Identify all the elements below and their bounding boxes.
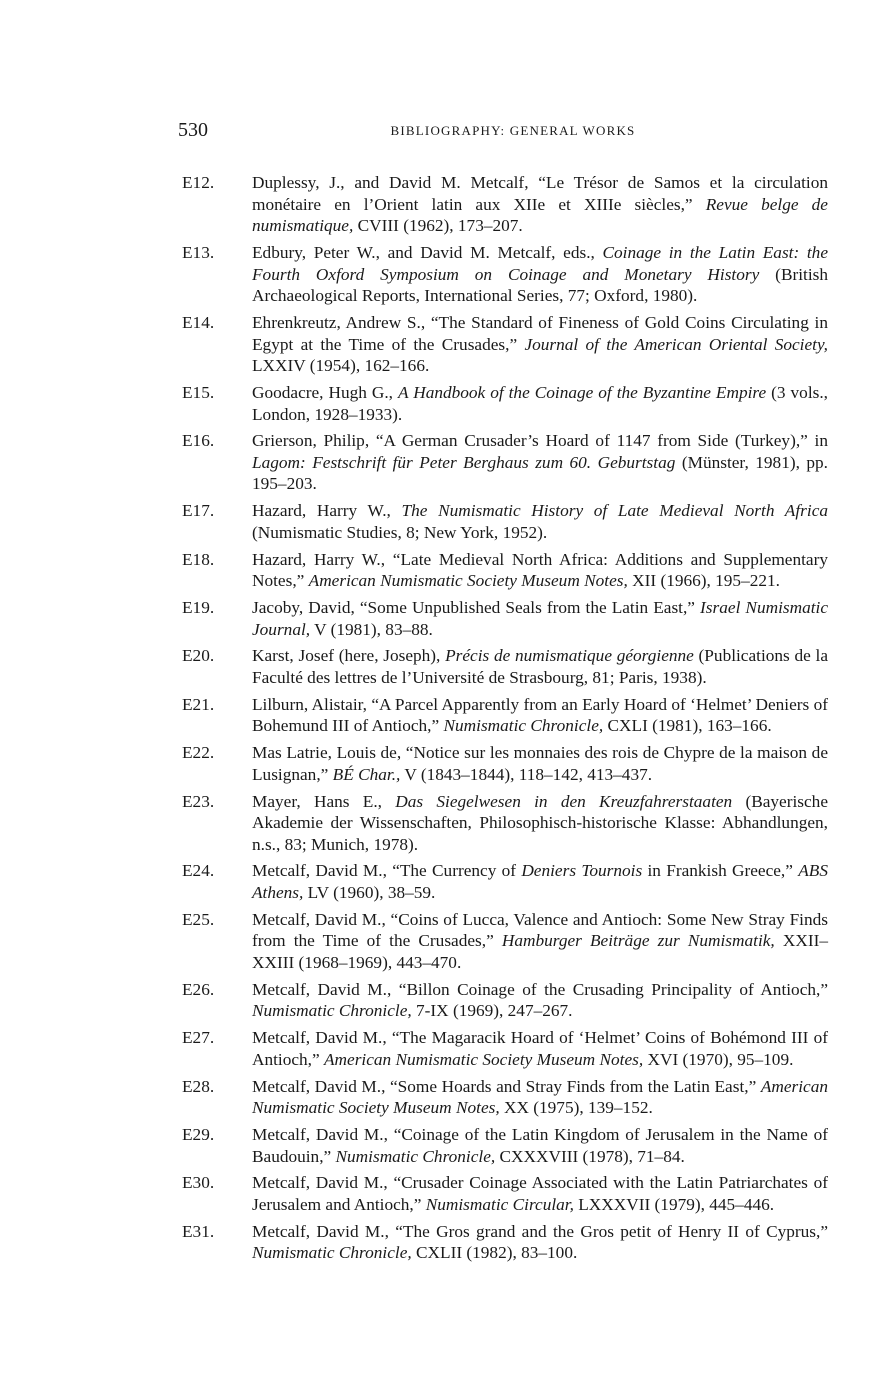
entry-text-segment: Edbury, Peter W., and David M. Metcalf, eds.,: [252, 242, 603, 262]
entry-text-segment: Metcalf, David M., “Some Hoards and Stray Finds from the Latin East,”: [252, 1076, 761, 1096]
entry-title-italic: Das Siegelwesen in den Kreuzfahrerstaaten: [395, 791, 733, 811]
entry-text: [252, 382, 828, 425]
entry-title-italic: Israel Numismatic Journal,: [252, 598, 828, 639]
entry-text-segment: Metcalf, David M., “Crusader Coinage Associated with the Latin Patriarchates of Jerusalem and Antioch,”: [252, 1173, 828, 1214]
entry-number: E27.: [182, 1028, 215, 1048]
bibliography-entry: [178, 172, 828, 237]
entry-number: E23.: [182, 791, 215, 811]
entry-text-segment: Lilburn, Alistair, “A Parcel Apparently from an Early Hoard of ‘Helmet’ Deniers of Bohemund III of Antioch,”: [252, 694, 828, 736]
entry-text-segment: Metcalf, David M., “The Gros grand and the Gros petit of Henry II of Cyprus,”: [252, 1221, 828, 1241]
bibliography-list: [178, 172, 828, 1269]
entry-text-segment: Grierson, Philip, “A German Crusader’s Hoard of 1147 from Side (Turkey),” in: [252, 431, 828, 451]
entry-text: [252, 1076, 828, 1119]
entry-text-segment: (Münster, 1981), pp. 195–203.: [252, 452, 828, 494]
bibliography-entry: [178, 860, 828, 903]
entry-number: E28.: [182, 1076, 215, 1096]
entry-number: E30.: [182, 1173, 215, 1193]
bibliography-entry: [178, 597, 828, 640]
entry-text-segment: XXII–XXIII (1968–1969), 443–470.: [252, 931, 828, 973]
entry-title-italic: A Handbook of the Coinage of the Byzantine Empire: [397, 382, 767, 402]
entry-title-italic: Numismatic Chronicle,: [252, 1001, 412, 1021]
entry-number: E13.: [182, 242, 215, 262]
entry-title-italic: Précis de numismatique géorgienne: [445, 646, 694, 666]
entry-number: E26.: [182, 979, 215, 999]
entry-text-segment: XVI (1970), 95–109.: [643, 1049, 794, 1069]
entry-number: E16.: [182, 431, 215, 451]
entry-number: E19.: [182, 598, 215, 617]
entry-text: [252, 597, 828, 640]
entry-text-segment: in Frankish Greece,”: [642, 861, 799, 881]
entry-title-italic: Deniers Tournois: [521, 861, 643, 881]
entry-title-italic: BÉ Char.,: [332, 764, 401, 784]
entry-text-segment: Mas Latrie, Louis de, “Notice sur les monnaies des rois de Chypre de la maison de Lusignan,”: [252, 743, 828, 784]
entry-title-italic: Numismatic Circular,: [425, 1194, 574, 1214]
entry-text-segment: V (1981), 83–88.: [310, 619, 433, 639]
entry-text: [252, 242, 828, 307]
bibliography-entry: [178, 979, 828, 1022]
bibliography-entry: [178, 694, 828, 737]
bibliography-entry: [178, 549, 828, 592]
entry-number: E17.: [182, 501, 215, 521]
entry-title-italic: The Numismatic History of Late Medieval North Africa: [401, 501, 828, 521]
entry-text-segment: Mayer, Hans E.,: [252, 791, 396, 811]
entry-text: [252, 645, 828, 688]
page-number: 530: [178, 119, 208, 141]
entry-number: E21.: [182, 694, 215, 714]
entry-number: E22.: [182, 743, 215, 763]
entry-title-italic: American Numismatic Society Museum Notes,: [308, 571, 628, 591]
entry-title-italic: Hamburger Beiträge zur Numismatik,: [501, 931, 775, 951]
entry-number: E12.: [182, 173, 215, 192]
entry-title-italic: Journal of the American Oriental Society,: [524, 334, 828, 354]
entry-number: E24.: [182, 861, 215, 881]
entry-text: [252, 1027, 828, 1070]
entry-text-segment: CXLII (1982), 83–100.: [411, 1243, 578, 1263]
bibliography-entry: [178, 742, 828, 785]
entry-title-italic: American Numismatic Society Museum Notes,: [324, 1049, 644, 1069]
entry-text-segment: 7-IX (1969), 247–267.: [411, 1001, 573, 1021]
entry-number: E29.: [182, 1124, 215, 1144]
entry-text-segment: Metcalf, David M., “Coinage of the Latin Kingdom of Jerusalem in the Name of Baudouin,”: [252, 1124, 828, 1166]
bibliography-entry: [178, 312, 828, 377]
entry-text-segment: CXLI (1981), 163–166.: [603, 716, 772, 736]
entry-text: [252, 1124, 828, 1167]
entry-text: [252, 909, 828, 974]
entry-text-segment: LV (1960), 38–59.: [303, 883, 436, 903]
running-head: BIBLIOGRAPHY: GENERAL WORKS: [390, 123, 636, 138]
entry-number: E25.: [182, 909, 215, 929]
entry-text-segment: (3 vols., London, 1928–1933).: [252, 382, 828, 424]
entry-text: [252, 430, 828, 495]
bibliography-entry: [178, 382, 828, 425]
entry-text: [252, 860, 828, 903]
entry-text-segment: (Bayerische Akademie der Wissenschaften, Philosophisch-historische Klasse: Abhandlungen, n.s., 83; Munich, 1978).: [252, 791, 828, 854]
entry-text: [252, 172, 828, 237]
bibliography-entry: [178, 1124, 828, 1167]
entry-text-segment: (Publications de la Faculté des lettres de l’Université de Strasbourg, 81; Paris, 1938).: [252, 646, 828, 687]
entry-text: [252, 742, 828, 785]
entry-text: [252, 549, 828, 592]
entry-text-segment: XX (1975), 139–152.: [499, 1098, 653, 1118]
entry-text-segment: Metcalf, David M., “The Currency of: [252, 861, 522, 881]
entry-text-segment: LXXIV (1954), 162–166.: [252, 356, 430, 376]
entry-text: [252, 791, 828, 856]
entry-text-segment: Duplessy, J., and David M. Metcalf, “Le Trésor de Samos et la circulation monétaire en l’Orient latin aux XIIe et XIIIe siècles,”: [252, 173, 828, 214]
entry-text-segment: (Numismatic Studies, 8; New York, 1952).: [252, 522, 548, 542]
entry-text-segment: Hazard, Harry W.,: [252, 501, 402, 521]
entry-number: E20.: [182, 646, 215, 666]
bibliography-entry: [178, 500, 828, 543]
entry-number: E14.: [182, 312, 215, 332]
entry-text-segment: Karst, Josef (here, Joseph),: [252, 646, 446, 666]
entry-text-segment: (British Archaeological Reports, International Series, 77; Oxford, 1980).: [252, 264, 828, 306]
page-header: [178, 118, 828, 142]
entry-text: [252, 694, 828, 737]
entry-title-italic: Numismatic Chronicle,: [252, 1243, 412, 1263]
entry-title-italic: American Numismatic Society Museum Notes,: [252, 1076, 828, 1118]
entry-title-italic: Coinage in the Latin East: the Fourth Oxford Symposium on Coinage and Monetary History: [252, 242, 828, 284]
entry-title-italic: ABS Athens,: [252, 861, 828, 903]
bibliography-entry: [178, 1221, 828, 1264]
entry-text: [252, 312, 828, 377]
entry-title-italic: Numismatic Chronicle,: [443, 716, 604, 736]
bibliography-entry: [178, 242, 828, 307]
bibliography-entry: [178, 909, 828, 974]
entry-title-italic: Revue belge de numismatique,: [252, 194, 828, 236]
bibliography-entry: [178, 791, 828, 856]
entry-number: E18.: [182, 549, 215, 569]
entry-text-segment: Ehrenkreutz, Andrew S., “The Standard of Fineness of Gold Coins Circulating in Egypt at the Time of the Crusades,”: [252, 312, 828, 354]
entry-text-segment: Jacoby, David, “Some Unpublished Seals from the Latin East,”: [252, 598, 701, 617]
bibliography-entry: [178, 1172, 828, 1215]
entry-number: E15.: [182, 382, 215, 402]
bibliography-entry: [178, 645, 828, 688]
entry-text-segment: Goodacre, Hugh G.,: [252, 382, 398, 402]
entry-number: E31.: [182, 1221, 215, 1241]
entry-text-segment: Metcalf, David M., “Coins of Lucca, Valence and Antioch: Some New Stray Finds from the Time of the Crusades,”: [252, 909, 828, 951]
entry-text-segment: XII (1966), 195–221.: [627, 571, 780, 591]
bibliography-entry: [178, 430, 828, 495]
entry-text-segment: Hazard, Harry W., “Late Medieval North Africa: Additions and Supplementary Notes,”: [252, 549, 828, 591]
entry-text: [252, 979, 828, 1022]
entry-text-segment: CVIII (1962), 173–207.: [353, 216, 523, 236]
entry-title-italic: Lagom: Festschrift für Peter Berghaus zum 60. Geburtstag: [252, 452, 676, 472]
entry-title-italic: Numismatic Chronicle,: [335, 1146, 496, 1166]
bibliography-entry: [178, 1076, 828, 1119]
entry-text: [252, 500, 828, 543]
entry-text: [252, 1221, 828, 1264]
entry-text-segment: CXXXVIII (1978), 71–84.: [495, 1146, 685, 1166]
entry-text-segment: LXXXVII (1979), 445–446.: [573, 1194, 775, 1214]
entry-text-segment: Metcalf, David M., “Billon Coinage of the Crusading Principality of Antioch,”: [252, 979, 828, 999]
entry-text-segment: V (1843–1844), 118–142, 413–437.: [400, 764, 653, 784]
entry-text-segment: Metcalf, David M., “The Magaracik Hoard of ‘Helmet’ Coins of Bohémond III of Antioch,”: [252, 1028, 828, 1069]
entry-text: [252, 1172, 828, 1215]
bibliography-entry: [178, 1027, 828, 1070]
